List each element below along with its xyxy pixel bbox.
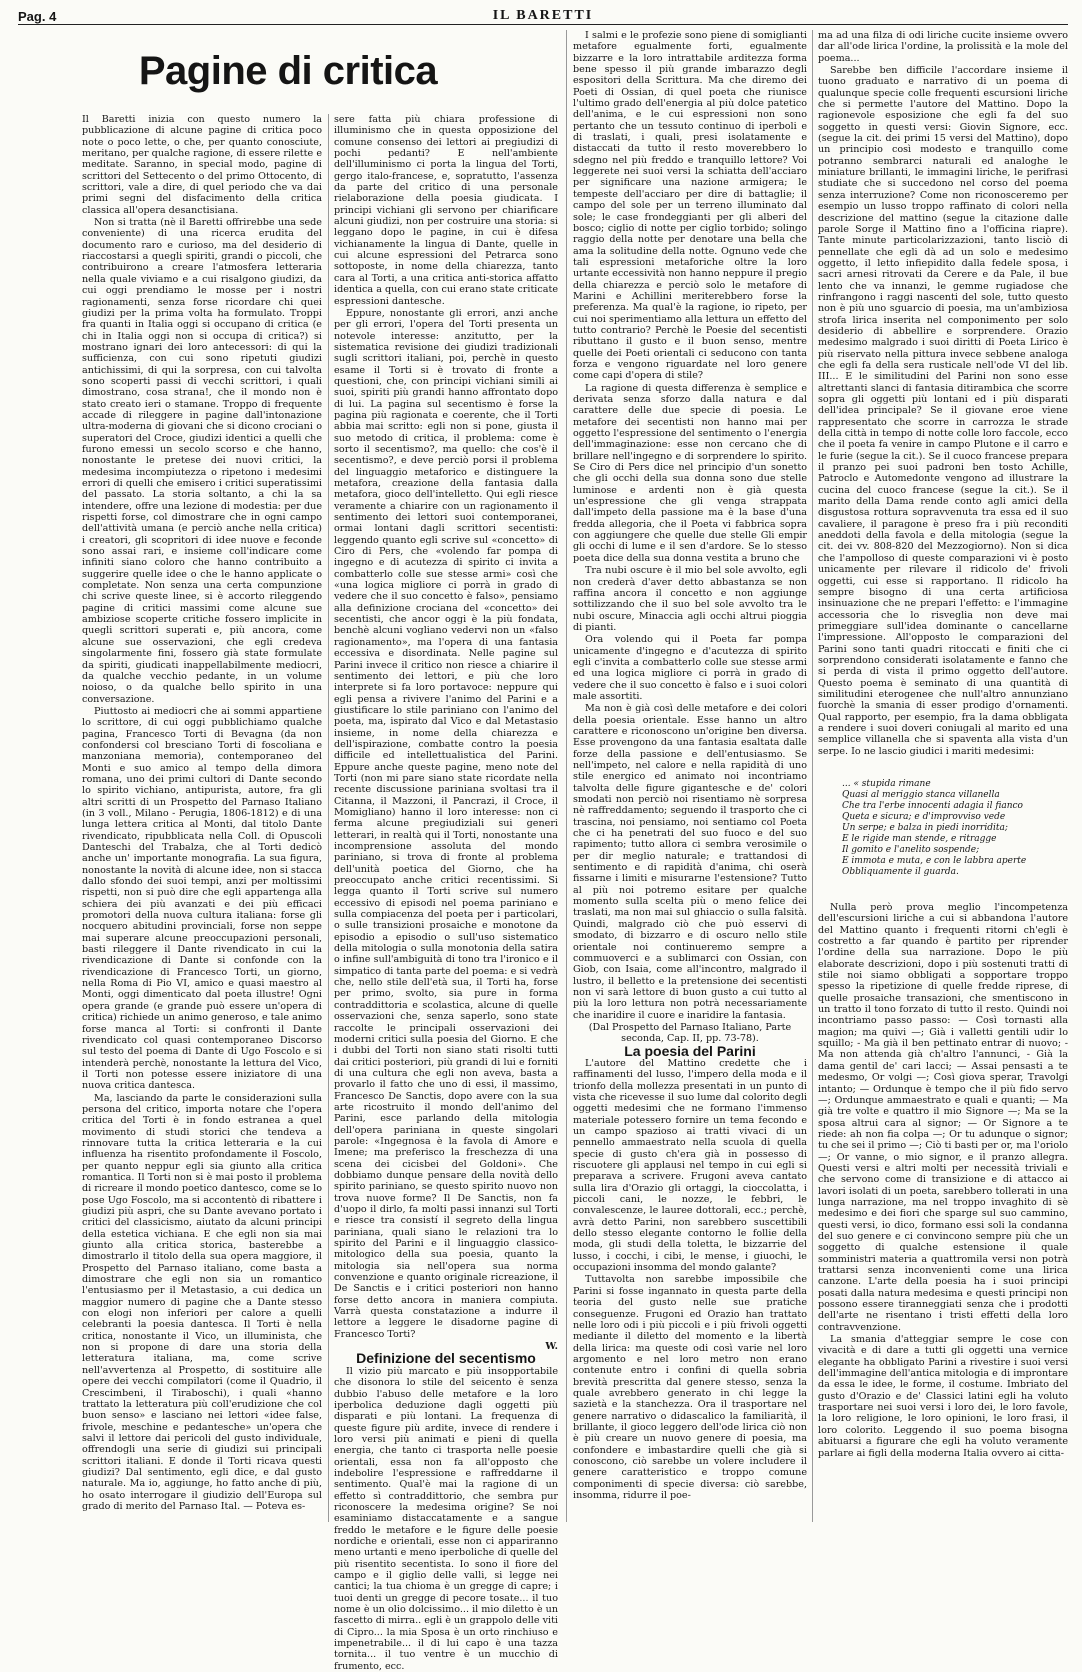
- paragraph: ma ad una filza di odi liriche cucite insieme ovvero dar all'ode lirica l'ordine, la prolissità e la mole del poema...: [818, 30, 1068, 64]
- paragraph: Sarebbe ben difficile l'accordare insieme il tuono graduato e narrativo di un poema di qualunque specie colle frequenti escursioni liriche che si permette l'autore del Mattino. Dopo la ragionevole esposizione che egli fa del suo soggetto in questi versi: Giovin Signore, ecc. (segue la cit. dei primi 15 versi del Mattino), dopo un principio così modesto e tranquillo come potranno sembrarci naturali ed analoghe le miniature brillanti, le immagini liriche, le perifrasi studiate che si succedono nel corso del poema senza interruzione? Come non riconosceremo per esempio un lusso troppo raffinato di colori nella descrizione del mattino (segue la citazione dalle parole Sorge il Mattino fino a l'officina riapre). Tante minute particolarizzazioni, tanto lisciò di pennellate che egli dà ad un solo e medesimo oggetto, il letto infiepidito dalla fedele sposa, i sacri arnesi ritrovati da Cerere e da Pale, il bue lento che va innanzi, le gemme rugiadose che rinfrangono i raggi nascenti del sole, tutto questo non è più uno sguarcio di poesia, ma un'ambiziosa strofa lirica inserita nel componimento per solo desiderio di abbellire e sorprendere. Orazio medesimo malgrado i suoi diritti di Poeta Lirico è più riservato nella pittura invece sebbene analoga che egli fa della sera rusticale nell'ode VI del lib. III... E le similitudini del Parini non sono esse altrettanti slanci di fantasia ditirambica che scorre sopra gli oggetti più lontani ed i più disparati dell'idea principale? Se il giovane eroe viene rappresentato che scorre in carrozza le strade della città in tempo di notte colle loro faccole, ecco che il poeta fa venire in campo Plutone e il carro e le furie (segue la cit.). Se il cuoco francese prepara il pranzo pei suoi padroni ben tosto Achille, Patroclo e Automedonte vengono ad illustrare la cucina del cuoco francese (segue la cit.). Se il marito della Dama rende conto agli amici della disgustosa rottura sopravvenuta tra essa ed il suo cavaliere, il paragone è preso fra i più reconditi aneddoti della favola e della mitologia (segue la cit. dei vv. 808-820 del Mezzogiorno). Non si dica che l'ampolloso di queste comparazioni vi è posto unicamente per rilevare il ridicolo de' frivoli oggetti, cui esse si rapportano. Il ridicolo ha sempre bisogno di una certa artificiosa insinuazione che ne prepari l'effetto: e l'immagine accessoria che lo risveglia non deve mai primeggiare sull'idea dominante o cancellarne l'impressione. All'opposto le comparazioni del Parini sono tanti quadri ritoccati e finiti che ci sorprendono considerati isolatamente e fanno che si perda di vista il primo oggetto dell'autore. Questo poema è seminato di una quantità di similitudini eterogenee che null'altro annunziano fuorchè la smania di esser prodigo d'ornamenti. Qual rapporto, per esempio, fra la dama obbligata a rendere i suoi doveri coniugali al marito ed una semplice villanella che si spaventa alla vista d'un serpe. Io ne lascio giudici i mariti medesimi:: [818, 65, 1068, 757]
- verse-line: Quasi al meriggio stanca villanella: [842, 790, 1000, 800]
- paragraph: Ma non è già così delle metafore e dei colori della poesia orientale. Esse hanno un altro carattere e riconoscono un'origine ben diversa. Esse provengono da una fantasia esaltata dalle forze della passione e dell'entusiasmo. Se nell'impeto, nel calore e nella rapidità di uno stile energico ed animato noi incontriamo talvolta delle figure gigantesche e de' colori smodati non perciò noi risentiamo nè sorpresa nè raffreddamento; seguendo il trasporto che ci trascina, noi pensiamo, noi sentiamo col Poeta che ci ha penetrati del suo fuoco e del suo rapimento; tutto allora ci sembra verosimile o per dir meglio naturale; e trattandosi di sentimento e di rapidità d'anima, chi oserà fissarne i limiti e misurarne l'estensione? Tutto al più noi potremo esitare per qualche momento sulla scelta più o meno felice dei traslati, ma non mai sul ghiaccio o sulla falsità. Quindi, malgrado ciò che può esservi di smodato, di bizzarro e di oscuro nello stile orientale noi continueremo sempre a commuoverci e a sublimarci con Ossian, con Giob, con Isaia, come all'incontro, malgrado il lustro, il belletto e la pretensione dei secentisti non vi sarà lettore di buon gusto a cui tutto al più la loro lettura non potrà necessariamente che inaridire il cuore e inaridire la fantasia.: [573, 703, 807, 1021]
- verse-line: Che tra l'erbe innocenti adagia il fianco: [842, 801, 1023, 811]
- verse-quote: [842, 779, 1068, 878]
- signature: W.: [545, 1341, 558, 1353]
- paragraph: Tra nubi oscure è il mio bel sole avvolto, egli non crederà d'aver detto abbastanza se non raffina ancora il concetto e non aggiunge sottilizzando che il suo bel sole avvolto tra le nubi oscure, Minaccia agli occhi altrui pioggia di pianti.: [573, 565, 807, 633]
- section-title: La poesia del Parini: [624, 1042, 756, 1059]
- column-1: [82, 114, 322, 1522]
- verse-line: Il gomito e l'anelito sospende;: [842, 845, 980, 855]
- paragraph: Nulla però prova meglio l'incompetenza dell'escursioni liriche a cui si abbandona l'autore del Mattino quanto i frequenti ritorni ch'egli è costretto a far quando è partito per riprender l'ordine della sua narrazione. Dopo le più elaborate descrizioni, dopo i più sostenuti tratti di stile noi siamo obbligati a sopportare troppo spesso la ripetizione di quelle fredde riprese, di quelle prosaiche transazioni, che smentiscono in un tratto il tono forzato di tutto il resto. Quindi noi incontriamo passo passo: — Così tornasti alla magion; ma quivi —; Già i valletti gentili udir lo squillo; - Ma già il ben pettinato entrar di nuovo; - Ma non attenda già ch'altro l'annunci, - Già la dama gentil de' cari lacci; — Assai pensasti a te medesmo, Or volgi —; Così giova sperar, Travolgi intanto; — Ordunque è tempo che il più fido servo —; Ordunque ammaestrato e quali e quanti; — Ma già tre volte e quattro il mio Signore —; Ma se la sposa altrui cara al signor; — Or Signore a te riede: ah non fia colpa —; Or tu adunque o signor; tu che sei il primo —; Ciò ti basti per or, ma l'oriolo —; Or vanne, o mio signor, e il pranzo allegra. Questi versi e altri molti per necessità triviali e che servono come di transizione e di attacco ai lavori isolati di un poeta, sarebbero tollerati in una lunga narrazione, ma nel troppo invaghito di sè medesimo e dei fiori che sparge sul suo cammino, questi versi, io dico, formano essi soli la condanna del suo genere e ci convincono sempre più che un soggetto di qualche estensione il quale somministri materia a quattromila versi non potrà trattarsi senza inconvenienti come una lirica canzone. L'arte della poesia ha i suoi principi posati dalla natura medesima e questi principi non possono essere tiranneggiati senza che i prodotti dell'arte ne risentano i tristi effetti della loro contravvenzione.: [818, 902, 1068, 1333]
- article-title: Pagine di critica: [138, 49, 438, 93]
- verse-line: ... « stupida rimane: [842, 779, 931, 789]
- verse-line: E le rigide man stende, e ritragge: [842, 834, 997, 844]
- paragraph: Il Baretti inizia con questo numero la pubblicazione di alcune pagine di critica poco note o poco lette, o che, per quanto conosciute, meritano, per qualche ragione, di essere rilette e meditate. Saranno, in special modo, pagine di scrittori del Settecento o del primo Ottocento, di scrittori, vale a dire, di quel periodo che va dai primi segni del disfacimento della critica classica all'opera desanctisiana.: [82, 114, 322, 216]
- column-rule: [812, 30, 813, 1522]
- paragraph: Eppure, nonostante gli errori, anzi anche per gli errori, l'opera del Torti presenta un notevole interesse: anzitutto, per la sistematica revisione dei giudizi tradizionali sugli scrittori italiani, poi, perchè in questo esame il Torti si è trovato di fronte a questioni, che, con principi vichiani simili ai suoi, spiriti più grandi hanno affrontato dopo di lui. La pagina sul secentismo è forse la pagina più ragionata e coerente, che il Torti abbia mai scritto: egli non si pone, giusta il suo metodo di critica, il problema: come è sorto il secentismo?, ma quello: che cos'è il secentismo?, e deve perciò porsi il problema del linguaggio metaforico e distinguere la metafora, creazione della fantasia dalla metafora, gioco dell'intelletto. Qui egli riesce veramente a chiarire con un ragionamento il sentimento dei lettori suoi contemporanei, ormai lontani dagli scrittori secentisti: leggendo quanto egli scrive sul «concetto» di Ciro di Pers, che «volendo far pompa di ingegno e di acutezza di spirito ci invita a combatterlo colle sue stesse armi» così che «una logica migliore ci porrà in grado di vedere che il suo concetto è falso», pensiamo alla definizione crociana del «concetto» dei secentisti, che ancor oggi è la più fondata, benchè alcuni vogliano vedervi non un «falso ragionamento», ma l'opera di una fantasia eccessiva e disordinata. Nelle pagine sul Parini invece il critico non riesce a chiarire il sentimento dei lettori, e più che loro interprete si fa loro portavoce: neppure qui egli pensa a rivivere l'animo del Parini e a giustificare lo stile pariniano con l'animo del poeta, ma, ispirato dal Vico e dal Metastasio insieme, in nome della chiarezza e dell'ispirazione, combatte contro la poesia difficile ed intellettualistica del Parini. Eppure anche queste pagine, meno note del Torti (non mi pare siano state ricordate nella recente discussione pariniana svoltasi tra il Citanna, il Mazzoni, il Pancrazi, il Croce, il Momigliano) hanno il loro interesse: non ci ferma alcune pregiudiziali sui generi letterari, in realtà qui il Torti, nonostante una incomprensione assoluta del mondo pariniano, si trova di fronte al problema dell'unità poetica del Giorno, che ha preoccupato anche critici recentissimi. Si legga quanto il Torti scrive sul numero eccessivo di episodi nel poema pariniano e sulla compiacenza del poeta per i particolari, o sulle transizioni prosaiche e monotone da episodio a episodio o sull'uso sistematico della mitologia o sulla monotonia della satira o infine sull'ambiguità di tono tra l'ironico e il simpatico di tanta parte del poema: e si vedrà che, nello stile dell'età sua, il Torti ha, forse per primo, svolto, sia pure in forma contraddittoria e scolastica, alcune di quelle osservazioni che, senza saperlo, sono state raccolte le principali osservazioni dei moderni critici sulla poesia del Giorno. E che i dubbi del Torti non siano stati risolti tutti dai critici posteriori, più grandi di lui e forniti di una cultura che egli non aveva, basta a provarlo il fatto che uno di essi, il massimo, Francesco De Sanctis, dopo avere con la sua arte ricostruito il mondo dell'animo del Parini, esce parlando della mitologia dell'opera pariniana in queste singolari parole: «Ingegnosa è la favola di Amore e Imene; ma preferisco la freschezza di una scena dei cicisbei del Goldoni». Che dobbiamo dunque pensare della novità dello spirito pariniano, se questo spirito nuovo non trova nuove forme? Il De Sanctis, non fa d'uopo il dirlo, fa molti passi innanzi sul Torti e riesce tra consistí il segreto della lingua pariniana, quali siano le relazioni tra lo spirito del Parini e il linguaggio classico-mitologico della sua poesia, quanto la mitologia sia nell'opera sua norma convenzione e quanto originale ricreazione, il De Sanctis e i critici posteriori non hanno forse detto ancora in maniera compiuta. Varrà questa constatazione a indurre il lettore a leggere le disadorne pagine di Francesco Torti?: [334, 307, 558, 1340]
- paragraph: La smania d'atteggiar sempre le cose con vivacità e di dare a tutti gli oggetti una vernice elegante ha obbligato Parini a rivestire i suoi versi dell'immagine dell'antica mitologia e di improntare da essa le idee, le forme, il costume. Imbriato del gusto d'Orazio e de' Classici latini egli ha voluto trasportare nei suoi versi i loro dei, le loro favole, la loro religione, le loro opinioni, le loro frasi, il loro colorito. Leggendo il suo poema bisogna abituarsi a figurare che egli ha voluto veramente parlare ai figli della moderna Italia ovvero ai citta-: [818, 1334, 1068, 1459]
- column-rule: [566, 30, 567, 1522]
- page-number: Pag. 4: [18, 9, 57, 24]
- column-rule: [328, 114, 329, 1522]
- paragraph: Il vizio più marcato e più insopportabile che disonora lo stile del seicento è senza dubbio l'abuso delle metafore e la loro iperbolica deduzione dagli oggetti più disparati e più lontani. La frequenza di queste figure più ardite, invece di rendere i loro versi più animati e pieni di quella energia, che tanto ci trasporta nelle poesie orientali, essa non fa all'opposto che indebolire l'espressione e raffreddarne il sentimento. Qual'è mai la ragione di un effetto sì contraddittorio, che sembra pur riconoscere la medesima origine? Se noi esaminiamo distaccatamente e a sangue freddo le metafore e le figure delle poesie nordiche e orientali, esse non ci appariranno meno urtanti e meno iperboliche di quelle del più risentito secentista. Io sono il fiore del campo e il giglio delle valli, si legge nei cantici; la tua chioma è un gregge di capre; i tuoi denti un gregge di pecore tosate... il tuo nome è un olio dolcissimo... il mio diletto è un fascetto di mirra.. egli è un grappolo delle viti di Cipro... la mia Sposa è un orto rinchiuso e impenetrabile... il di lui capo è una tazza tornita... il tuo ventre è un mucchio di frumento, ecc.: [334, 1365, 558, 1672]
- paragraph: Ma, lasciando da parte le considerazioni sulla persona del critico, importa notare che l'opera critica del Torti è in fondo estranea a quel movimento di studi storici che tendeva a rinnovare tutta la critica letteraria e la cui influenza ha risentito profondamente il Foscolo, per quanto neppur egli sia giunto alla critica romantica. Il Torti non si è mai posto il problema di ricreare il mondo poetico dantesco, come se lo pose Ugo Foscolo, ma si accontentò di ribattere i giudizi più aspri, che su Dante avevano portato i critici del classicismo, aiutato da alcuni principi della estetica vichiana. E che egli non sia mai giunto alla critica storica, basterebbe a dimostrarlo il titolo della sua opera maggiore, il Prospetto del Parnaso italiano, come basta a dimostrare che egli non sia un romantico l'entusiasmo per il Metastasio, a cui dedica un maggior numero di pagine che a Dante stesso con elogi non inferiori per calore a quelli celebranti la poesia dantesca. Il Torti è nella critica, nonostante il Vico, un illuminista, che non si propone di dare una storia della letteratura italiana, ma, come scrive nell'avvertenza al Prospetto, di sostituire alle opere dei vecchi compilatori (come il Quadrio, il Crescimbeni, il Tiraboschi), i quali «hanno trattato la letteratura più coll'erudizione che col buon senso» e lasciano nei lettori «idee false, frivole, meschine e pedantesche» un'opera che salvi il lettore dai pericoli del gusto individuale, offrendogli una serie di giudizi sui principali scrittori italiani. E donde il Torti ricava questi giudizi? Dal sentimento, egli dice, e dal gusto naturale. Ma io, aggiunge, ho fatto anche di più, ho osato interrogare il giudizio dell'Europa sul grado di merito del Parnaso Ital. — Poteva es-: [82, 1092, 322, 1512]
- column-3: [573, 30, 807, 1522]
- verse-line: Un serpe; e balza in piedi inorridita;: [842, 823, 1008, 833]
- paragraph: I salmi e le profezie sono piene di somiglianti metafore egualmente forti, egualmente bizzarre e la loro intrattabile arditezza forma bene spesso il più grande imbarazzo degli espositori della Scrittura. Ma che diremo dei Poeti di Ossian, di quel poeta che riunisce l'ultimo grado dell'energia al più dolce patetico dell'anima, e le cui espressioni non sono pertanto che un tessuto continuo di iperboli e di traslati, i quali, presi isolatamente e distaccati da tutto il resto moverebbero lo sdegno nel più freddo e tranquillo lettore? Voi leggerete nei suoi versi la schiatta dell'acciaro per significare una nazione armigera; le tempeste dell'acciaro per dire di battaglie; il campo del sole per un terreno illuminato dal sole; le case frondeggianti per gli alberi del bosco; ciglio di notte per ciglio torbido; solingo raggio della notte per denotare una bella che ama la solitudine della notte. Ognuno vede che tali espressioni metaforiche oltre la loro urtante eccessività non hanno neppure il pregio della chiarezza e perciò solo le metafore di Marini e Achillini meriterebbero forse la preferenza. Ma qual'è la ragione, io ripeto, per cui noi sperimentiamo alla lettura un effetto del tutto contrario? Perchè le Poesie del secentisti ributtano il gusto e il buon senso, mentre quelle dei Poeti orientali ci seducono con tanta forza e vengono riguardate nel loro genere come capi d'opera di stile?: [573, 30, 807, 382]
- paragraph: La ragione di questa differenza è semplice e derivata senza sforzo dalla natura e dal carattere delle due specie di poesia. Le metafore dei secentisti non hanno mai per oggetto l'espressione del sentimento o l'energia dell'immaginazione: esse non cercano che di brillare nell'ingegno e di sorprendere lo spirito. Se Ciro di Pers dice nel principio d'un sonetto che gli occhi della sua donna sono due stelle luminose e ardenti non è già questa un'espressione che gli venga strappata dall'impeto della passione ma è la base d'una fredda allegoria, che il Poeta vi fabbrica sopra con aggiungere che quelle due stelle Gli empir gli occhi di lume e il sen d'ardore. Se lo stesso poeta dice della sua donna vestita a bruno che: [573, 382, 807, 564]
- paragraph: Non si tratta (nè il Baretti offrirebbe una sede conveniente) di una ricerca erudita del documento raro e curioso, ma del desiderio di riaccostarsi a quegli spiriti, grandi o piccoli, che contribuirono a creare l'atmosfera letteraria nella quale viviamo e a cui risalgono giudizi, da cui oggi prendiamo le mosse per i nostri ragionamenti, senza forse ricordare chi quei giudizi per la prima volta ha formulato. Troppi fra quanti in Italia oggi si occupano di critica (e chi in Italia oggi non si occupa di critica?) si mostrano ignari dei loro antecessori: di qui la sufficienza, con cui sono ripetuti giudizi antichissimi, di qui la sorpresa, con cui talvolta sono scoperti passi di vecchi scrittori, i quali dimostrano, cosa strana!, che il mondo non è stato creato ieri o stamane. Troppo di frequente accade di rileggere in pagine dall'intonazione ultra-moderna di giovani che si dicono crociani o superatori del Croce, giudizi identici a quelli che furono emessi un secolo scorso e che hanno, nonostante le pretese dei nuovi critici, la medesima incompiutezza o ripetono i medesimi errori di quelli che emisero i critici superatissimi del passato. La storia soltanto, a chi la sa intendere, offre una lezione di modestia: per due rispetti forse, col dimostrare che in ogni campo dell'attività umana (e perciò anche nella critica) i creatori, gli scopritori di idee nuove e feconde sono assai rari, e insieme coll'indicare come infiniti siano coloro che hanno contribuito a suggerire quelle idee o che le hanno applicate o completate. Non senza una certa compunzione chi scrive queste linee, si è accorto rileggendo pagine di critici massimi come alcune sue ambiziose scoperte critiche fossero implicite in quegli scrittori superati e, più ancora, come alcune sue osservazioni, che egli credeva singolarmente fini, fossero già state formulate da spiriti, giudicati inappellabilmente mediocri, da qualche vecchio pedante, in un volume noioso, o da qualche bello spirito in una conversazione.: [82, 217, 322, 705]
- page-body: [18, 30, 1068, 1672]
- verse-line: Queta e sicura; e d'improvviso vede: [842, 812, 1006, 822]
- column-4: [818, 30, 1068, 1522]
- paragraph: sere fatta più chiara professione di illuminismo che in questa opposizione del comune consenso dei lettori ai pregiudizi di pochi pedanti? E nell'ambiente dell'illuminismo ci porta la lingua del Torti, gergo italo-francese, e, sopratutto, l'assenza da parte del critico di una personale rielaborazione della poesia giudicata. I principi vichiani gli servono per chiarificare alcuni giudizi, non per costruire una storia: si leggano dopo le pagine, in cui è difesa vichianamente la lingua di Dante, quelle in cui alcune espressioni del Petrarca sono sottoposte, in nome della chiarezza, tanto cara al Torti, a una critica anti-storica affatto identica a quella, con cui erano state criticate espressioni dantesche.: [334, 114, 558, 307]
- paragraph: Tuttavolta non sarebbe impossibile che Parini si fosse ingannato in questa parte della teoria del gusto nelle sue pratiche conseguenze. Frugoni ed Orazio han trattato nelle loro odi i più piccoli e i più frivoli oggetti mediante il diletto del momento e la libertà della lirica: ma queste odi così varie nel loro argomento e nel loro metro non erano contenute entro i confini di quella sobria brevità prescritta dal genere stesso, senza la quale avrebbero generato in chi legge la sazietà e la stanchezza. Ora il trasportare nel genere narrativo o didascalico la familiarità, il brillante, il gioco leggero dell'ode lirica ciò non è più creare un nuovo genere di poesia, ma confondere e imbastardire quelli che già si conoscono, ciò sarebbe un volere includere il genere caratteristico e troppo comune componimenti di specie diversa: ciò sarebbe, insomma, ridurre il poe-: [573, 1274, 807, 1501]
- section-title: Definizione del secentismo: [356, 1350, 536, 1367]
- paragraph: Piuttosto ai mediocri che ai sommi appartiene lo scrittore, di cui oggi pubblichiamo qualche pagina, Francesco Torti di Bevagna (da non confondersi col bresciano Torti di foscoliana e manzoniana memoria), contemporaneo del Monti e suo amico al tempo della dimora romana, uno dei primi cultori di Dante secondo lo spirito vichiano, antipurista, autore, fra gli altri scritti di un Prospetto del Parnaso Italiano (in 3 voll., Milano - Perugia, 1806-1812) e di una lunga lettera critica al Monti, dal titolo Dante rivendicato, ripubblicata nella Coll. di Opuscoli Danteschi del Trabalza, che al Torti dedicò anche un' importante monografia. La sua figura, nonostante la novità di alcune idee, non si stacca dallo sfondo dei suoi tempi, anzi per moltissimi rispetti, non si può dire che egli appartenga alla schiera dei più avanzati e dei più efficaci promotori della nuova cultura italiana: forse gli nocquero abitudini provinciali, forse non seppe mai superare alcune preoccupazioni personali, basti rileggere il Dante rivendicato in cui la rivendicazione di Dante si confonde con la rivendicazione di Francesco Torti, un giorno, nella Roma di Pio VI, amico e quasi maestro al Monti, oggi dimenticato dal poeta illustre! Ogni opera grande (e grande può essere un'opera di critica) richiede un animo generoso, e tale animo forse manca al Torti: si confronti il Dante rivendicato col quasi contemporaneo Discorso sul testo del poema di Dante di Ugo Foscolo e si intenderà perchè, nonostante la lettura del Vico, il Torti non potesse essere iniziatore di una nuova critica dantesca.: [82, 705, 322, 1092]
- paragraph: L'autore del Mattino credette che i raffinamenti del lusso, l'impero della moda e il trionfo della mollezza presentati in un punto di vista che ricevesse il suo lume dal colorito degli oggetti medesimi che ne formano l'immenso materiale potessero fornire un tema fecondo e un campo spazioso ai tratti vivaci di un pennello ammaestrato nella scuola di quella specie di gusto ch'era già in possesso di riscuotere gli applausi nel tempo in cui egli si preparava a scrivere. Frugoni aveva cantato sulla lira d'Orazio gli ortaggi, la cioccolatta, i piccoli cani, le nozze, le febbri, le convalescenze, le lauree dottorali, ecc.; perchè, avrà detto Parini, non sarebbero suscettibili dello stesso elegante contorno le follie della moda, gli studi della toletta, le bizzarrie del lusso, i cocchi, i cibi, le mense, i giuochi, le occupazioni insomma del mondo galante?: [573, 1057, 807, 1274]
- source-citation: (Dal Prospetto del Parnaso Italiano, Parte seconda, Cap. II, pp. 73-78).: [588, 1021, 792, 1045]
- verse-line: Obbliquamente il guarda.: [842, 867, 959, 877]
- masthead: [18, 6, 1068, 25]
- verse-line: E immota e muta, e con le labbra aperte: [842, 856, 1027, 866]
- column-2: [334, 114, 558, 1672]
- paragraph: Ora volendo qui il Poeta far pompa unicamente d'ingegno e d'acutezza di spirito egli c'invita a combatterlo colle sue stesse armi ed una logica migliore ci porrà in grado di vedere che il suo concetto è falso e i suoi colori male assortiti.: [573, 634, 807, 702]
- newspaper-title: IL BARETTI: [492, 8, 594, 23]
